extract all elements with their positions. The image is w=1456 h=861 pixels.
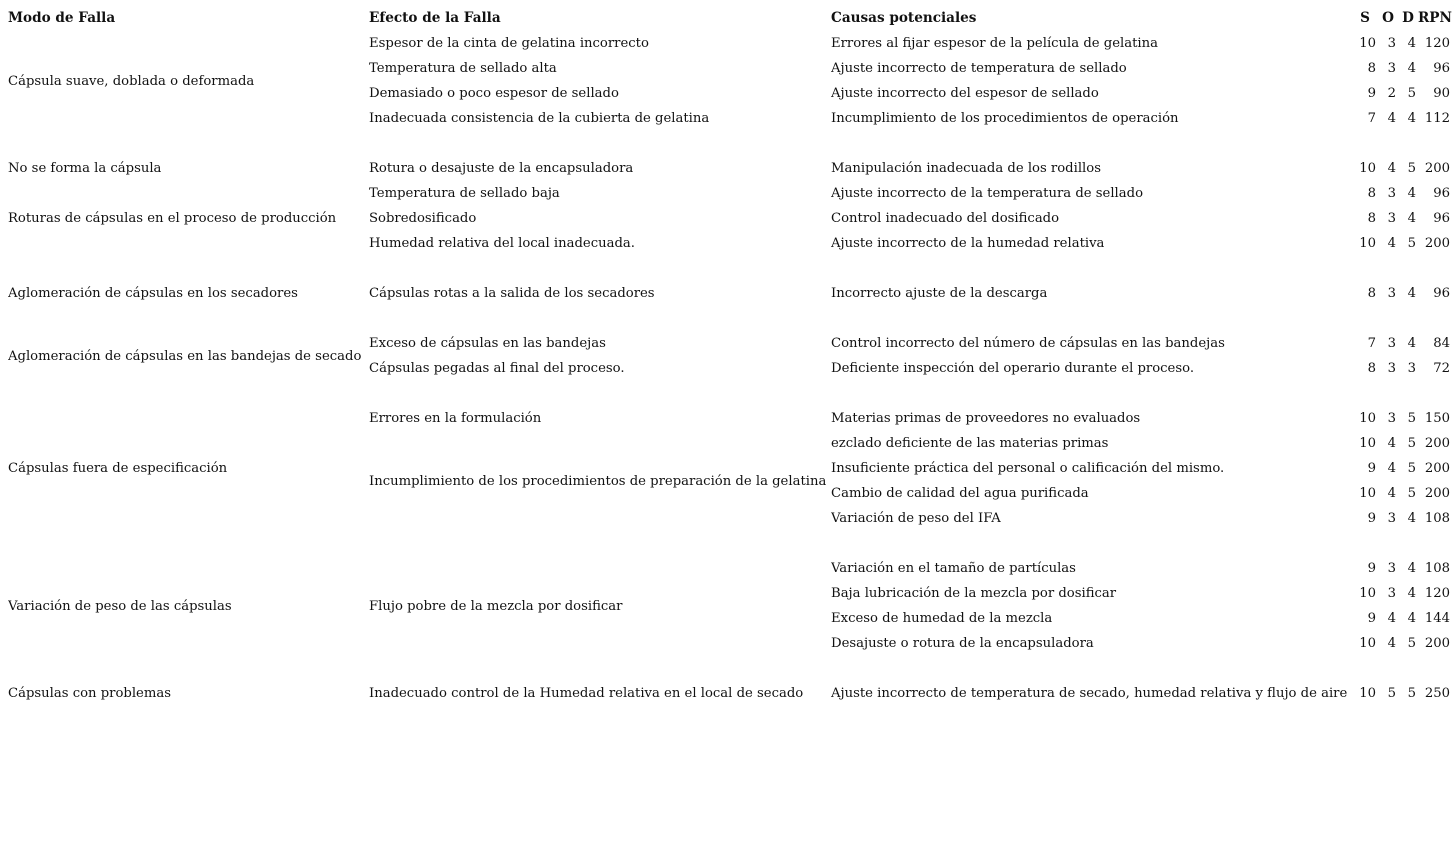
failure-effect: Cápsulas rotas a la salida de los secadores [369, 286, 655, 301]
severity-value: 9 [1367, 611, 1376, 626]
potential-cause: Ajuste incorrecto de la humedad relativa [831, 236, 1105, 251]
potential-cause: ezclado deficiente de las materias primas [831, 436, 1109, 451]
occurrence-value: 3 [1387, 211, 1396, 226]
header-detection: D [1402, 10, 1414, 26]
table-row [8, 681, 1452, 706]
failure-mode: Cápsulas fuera de especificación [8, 461, 228, 476]
severity-value: 9 [1367, 511, 1376, 526]
failure-effect: Rotura o desajuste de la encapsuladora [369, 161, 634, 176]
failure-effect: Cápsulas pegadas al final del proceso. [369, 361, 625, 376]
rpn-value: 200 [1424, 486, 1450, 501]
severity-value: 8 [1367, 186, 1376, 201]
potential-cause: Incumplimiento de los procedimientos de operación [831, 111, 1179, 126]
spacer-row [8, 531, 1452, 556]
potential-cause: Control incorrecto del número de cápsulas en las bandejas [831, 336, 1225, 351]
severity-value: 10 [1359, 236, 1376, 251]
occurrence-value: 4 [1387, 611, 1396, 626]
severity-value: 7 [1367, 111, 1376, 126]
failure-mode: Cápsulas con problemas [8, 686, 171, 701]
potential-cause: Errores al fijar espesor de la película de gelatina [831, 36, 1158, 51]
detection-value: 5 [1407, 161, 1416, 176]
failure-effect: Inadecuado control de la Humedad relativa en el local de secado [369, 686, 804, 701]
header-severity: S [1360, 10, 1370, 26]
failure-effect: Flujo pobre de la mezcla por dosificar [369, 598, 623, 614]
detection-value: 4 [1407, 186, 1416, 201]
rpn-value: 200 [1424, 636, 1450, 651]
rpn-value: 96 [1433, 61, 1450, 76]
detection-value: 4 [1407, 611, 1416, 626]
severity-value: 9 [1367, 86, 1376, 101]
spacer-row [8, 381, 1452, 406]
rpn-value: 84 [1433, 336, 1450, 351]
occurrence-value: 2 [1387, 86, 1396, 101]
rpn-value: 90 [1433, 86, 1450, 101]
detection-value: 4 [1407, 36, 1416, 51]
rpn-value: 96 [1433, 286, 1450, 301]
detection-value: 4 [1407, 111, 1416, 126]
rpn-value: 150 [1424, 411, 1450, 426]
severity-value: 10 [1359, 436, 1376, 451]
failure-effect: Temperatura de sellado baja [369, 186, 560, 201]
header-effect: Efecto de la Falla [369, 10, 501, 26]
potential-cause: Cambio de calidad del agua purificada [831, 486, 1089, 501]
potential-cause: Manipulación inadecuada de los rodillos [831, 161, 1101, 176]
detection-value: 3 [1407, 361, 1416, 376]
detection-value: 4 [1407, 586, 1416, 601]
table-row [8, 406, 1452, 431]
potential-cause: Incorrecto ajuste de la descarga [831, 286, 1048, 301]
potential-cause: Ajuste incorrecto de temperatura de sellado [831, 61, 1127, 76]
severity-value: 8 [1367, 361, 1376, 376]
detection-value: 5 [1407, 86, 1416, 101]
detection-value: 5 [1407, 236, 1416, 251]
potential-cause: Ajuste incorrecto de la temperatura de sellado [831, 186, 1144, 201]
rpn-value: 112 [1424, 111, 1450, 126]
rpn-value: 250 [1424, 686, 1450, 701]
occurrence-value: 3 [1387, 511, 1396, 526]
potential-cause: Exceso de humedad de la mezcla [831, 611, 1053, 626]
detection-value: 5 [1407, 436, 1416, 451]
table-row [8, 281, 1452, 306]
failure-effect: Temperatura de sellado alta [369, 61, 557, 76]
severity-value: 8 [1367, 286, 1376, 301]
header-row [8, 6, 1452, 31]
severity-value: 7 [1367, 336, 1376, 351]
occurrence-value: 4 [1387, 636, 1396, 651]
occurrence-value: 3 [1387, 336, 1396, 351]
occurrence-value: 4 [1387, 461, 1396, 476]
header-rpn: RPN [1418, 10, 1452, 26]
occurrence-value: 3 [1387, 36, 1396, 51]
table-row [8, 156, 1452, 181]
potential-cause: Desajuste o rotura de la encapsuladora [831, 636, 1094, 651]
rpn-value: 200 [1424, 461, 1450, 476]
detection-value: 5 [1407, 486, 1416, 501]
failure-effect: Errores en la formulación [369, 411, 542, 426]
detection-value: 4 [1407, 511, 1416, 526]
rpn-value: 72 [1433, 361, 1450, 376]
detection-value: 5 [1407, 461, 1416, 476]
table-row [8, 181, 1452, 206]
failure-mode: No se forma la cápsula [8, 161, 162, 176]
rpn-value: 200 [1424, 236, 1450, 251]
detection-value: 5 [1407, 636, 1416, 651]
failure-mode: Cápsula suave, doblada o deformada [8, 73, 255, 89]
potential-cause: Control inadecuado del dosificado [831, 211, 1060, 226]
severity-value: 8 [1367, 211, 1376, 226]
potential-cause: Insuficiente práctica del personal o calificación del mismo. [831, 461, 1225, 476]
occurrence-value: 3 [1387, 361, 1396, 376]
detection-value: 4 [1407, 561, 1416, 576]
severity-value: 9 [1367, 561, 1376, 576]
occurrence-value: 3 [1387, 586, 1396, 601]
spacer-row [8, 131, 1452, 156]
detection-value: 5 [1407, 686, 1416, 701]
header-cause: Causas potenciales [831, 10, 977, 26]
spacer-row [8, 256, 1452, 281]
fmea-sheet [8, 6, 1452, 706]
potential-cause: Variación en el tamaño de partículas [831, 561, 1076, 576]
spacer-row [8, 306, 1452, 331]
potential-cause: Baja lubricación de la mezcla por dosificar [831, 586, 1117, 601]
header-occurrence: O [1382, 10, 1394, 26]
severity-value: 9 [1367, 461, 1376, 476]
detection-value: 4 [1407, 61, 1416, 76]
occurrence-value: 4 [1387, 111, 1396, 126]
failure-mode: Aglomeración de cápsulas en las bandejas de secado [8, 348, 362, 364]
rpn-value: 120 [1424, 36, 1450, 51]
rpn-value: 108 [1424, 561, 1450, 576]
failure-effect: Espesor de la cinta de gelatina incorrecto [369, 36, 649, 51]
severity-value: 10 [1359, 411, 1376, 426]
rpn-value: 108 [1424, 511, 1450, 526]
detection-value: 4 [1407, 211, 1416, 226]
severity-value: 10 [1359, 486, 1376, 501]
occurrence-value: 3 [1387, 186, 1396, 201]
severity-value: 8 [1367, 61, 1376, 76]
severity-value: 10 [1359, 161, 1376, 176]
occurrence-value: 4 [1387, 486, 1396, 501]
occurrence-value: 3 [1387, 411, 1396, 426]
rpn-value: 144 [1424, 611, 1450, 626]
occurrence-value: 3 [1387, 61, 1396, 76]
failure-effect: Exceso de cápsulas en las bandejas [369, 336, 606, 351]
failure-mode: Variación de peso de las cápsulas [8, 598, 232, 614]
detection-value: 4 [1407, 286, 1416, 301]
severity-value: 10 [1359, 586, 1376, 601]
rpn-value: 200 [1424, 161, 1450, 176]
table-row [8, 331, 1452, 356]
failure-mode: Roturas de cápsulas en el proceso de producción [8, 211, 337, 226]
potential-cause: Materias primas de proveedores no evaluados [831, 411, 1141, 426]
detection-value: 4 [1407, 336, 1416, 351]
table-row [8, 556, 1452, 581]
potential-cause: Variación de peso del IFA [831, 511, 1001, 526]
table-row [8, 31, 1452, 56]
potential-cause: Ajuste incorrecto del espesor de sellado [831, 86, 1099, 101]
failure-mode: Aglomeración de cápsulas en los secadores [8, 286, 298, 301]
occurrence-value: 4 [1387, 236, 1396, 251]
failure-effect: Sobredosificado [369, 211, 477, 226]
header-mode: Modo de Falla [8, 10, 116, 26]
rpn-value: 96 [1433, 186, 1450, 201]
severity-value: 10 [1359, 36, 1376, 51]
occurrence-value: 5 [1387, 686, 1396, 701]
occurrence-value: 3 [1387, 561, 1396, 576]
rpn-value: 200 [1424, 436, 1450, 451]
potential-cause: Deficiente inspección del operario durante el proceso. [831, 361, 1195, 376]
rpn-value: 120 [1424, 586, 1450, 601]
failure-effect: Demasiado o poco espesor de sellado [369, 86, 619, 101]
spacer-row [8, 656, 1452, 681]
failure-effect: Inadecuada consistencia de la cubierta de gelatina [369, 111, 710, 126]
potential-cause: Ajuste incorrecto de temperatura de secado, humedad relativa y flujo de aire [831, 686, 1348, 701]
failure-effect: Incumplimiento de los procedimientos de preparación de la gelatina [369, 473, 827, 489]
rpn-value: 96 [1433, 211, 1450, 226]
severity-value: 10 [1359, 636, 1376, 651]
fmea-table [8, 6, 1452, 706]
occurrence-value: 4 [1387, 436, 1396, 451]
occurrence-value: 4 [1387, 161, 1396, 176]
severity-value: 10 [1359, 686, 1376, 701]
occurrence-value: 3 [1387, 286, 1396, 301]
failure-effect: Humedad relativa del local inadecuada. [369, 236, 635, 251]
detection-value: 5 [1407, 411, 1416, 426]
